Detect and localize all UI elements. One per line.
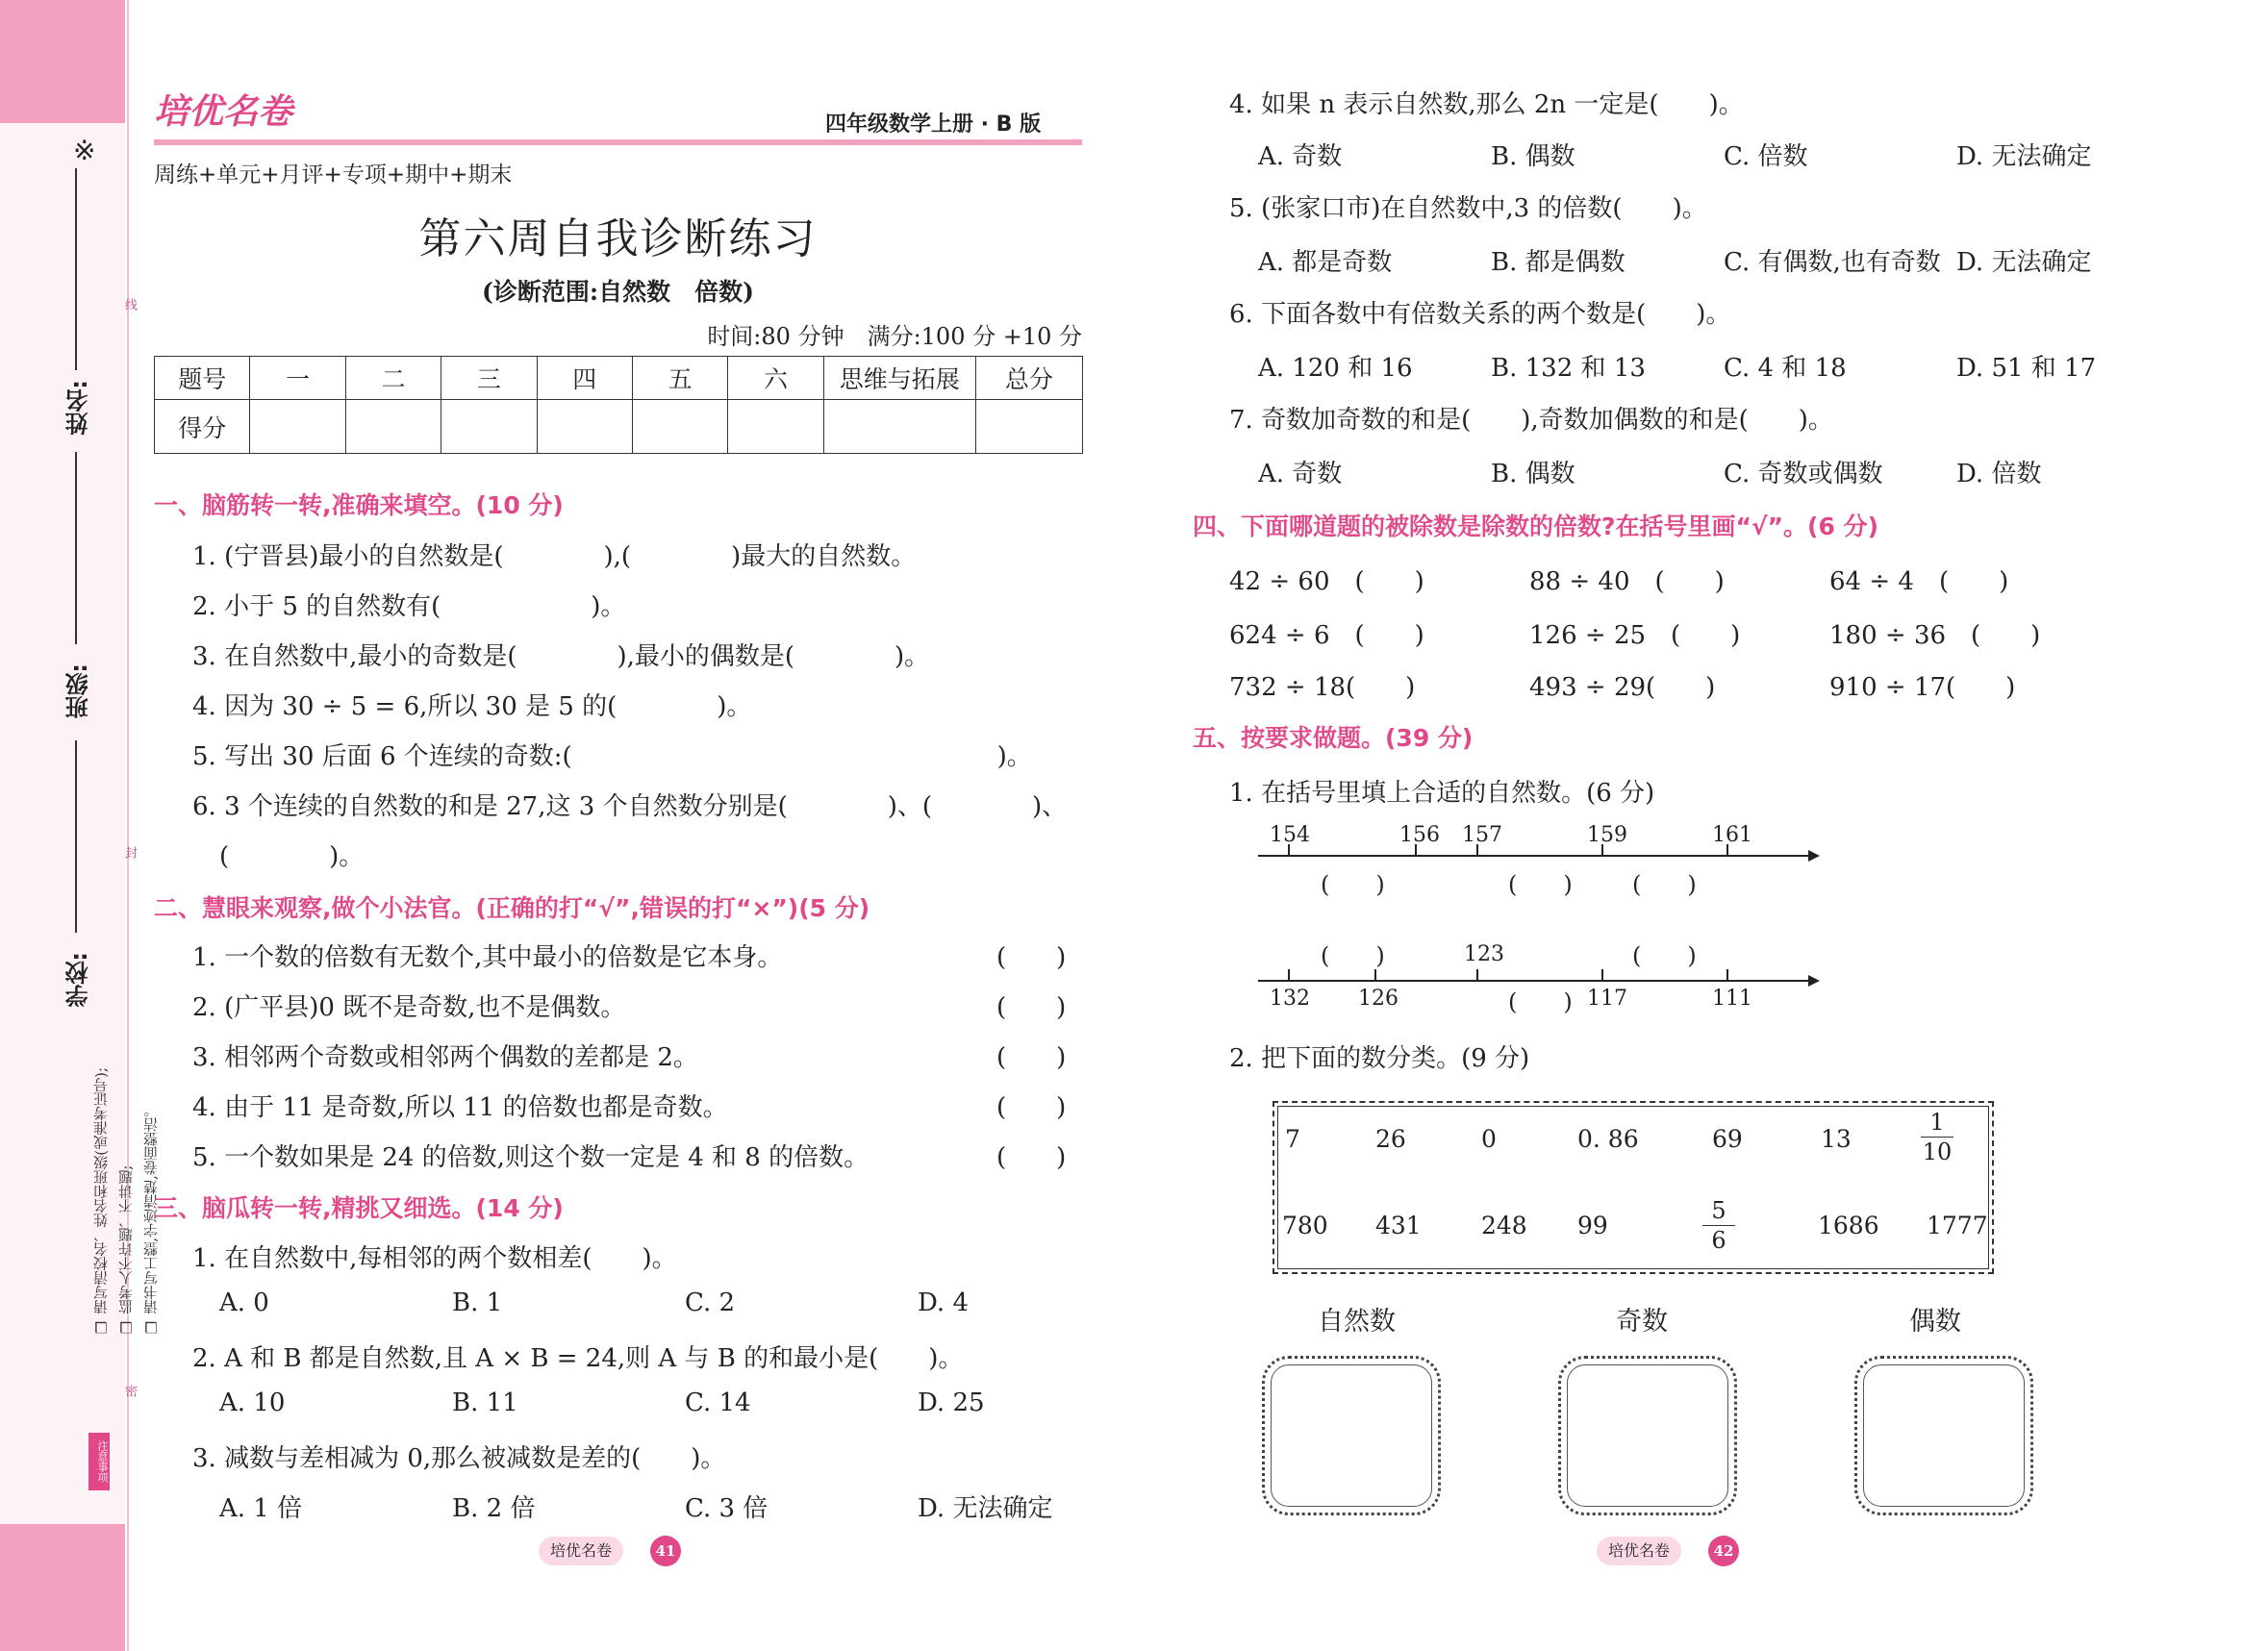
answer-paren[interactable]: ( ) <box>996 1093 1067 1122</box>
number-line-1-ticks <box>1289 844 1727 856</box>
score-table <box>154 356 1083 454</box>
option[interactable]: B. 2 倍 <box>452 1494 536 1523</box>
cut-mark-1: 线 <box>122 298 137 311</box>
notice-line: ❑ 监考人不许题、不讲题; <box>117 1164 135 1337</box>
page-title: 第六周自我诊断练习 <box>418 214 818 263</box>
number-item[interactable]: 99 <box>1577 1212 1608 1239</box>
answer-paren[interactable]: ( ) <box>996 993 1067 1022</box>
tick-label: 123 <box>1464 942 1504 966</box>
fraction-item[interactable] <box>1921 1108 1953 1166</box>
option[interactable]: B. 1 <box>452 1288 503 1317</box>
score-header: 六 <box>728 357 823 400</box>
page-number: 41 <box>650 1536 681 1566</box>
answer-blank[interactable]: ( ) <box>1321 942 1385 969</box>
score-header: 五 <box>632 357 727 400</box>
class-label: 班级: <box>65 663 92 719</box>
division-item[interactable]: 180 ÷ 36 ( ) <box>1829 621 2041 650</box>
tick-label: 159 <box>1587 823 1627 847</box>
question: 3. 减数与差相减为 0,那么被减数是差的( )。 <box>192 1444 726 1473</box>
book-edition: 四年级数学上册 · B 版 <box>825 113 1042 137</box>
name-line <box>75 168 77 370</box>
tick-label: 156 <box>1399 823 1440 847</box>
division-item[interactable]: 126 ÷ 25 ( ) <box>1529 621 1741 650</box>
number-item[interactable]: 431 <box>1375 1212 1422 1239</box>
category-label: 偶数 <box>1909 1307 1961 1337</box>
option[interactable]: C. 有偶数,也有奇数 <box>1724 248 1941 277</box>
section-3-heading: 三、脑瓜转一转,精挑又细选。(14 分) <box>154 1194 564 1222</box>
question: 2. A 和 B 都是自然数,且 A × B = 24,则 A 与 B 的和最小是( )。 <box>192 1344 964 1373</box>
option[interactable]: B. 11 <box>452 1388 518 1417</box>
tick-label: 111 <box>1712 987 1752 1011</box>
tick-label: 117 <box>1587 987 1627 1011</box>
tick-label: 126 <box>1358 987 1399 1011</box>
division-item[interactable]: 88 ÷ 40 ( ) <box>1529 567 1725 596</box>
question: 1. (宁晋县)最小的自然数是( ),( )最大的自然数。 <box>192 542 917 571</box>
arrow-icon <box>1808 975 1820 987</box>
division-item[interactable]: 42 ÷ 60 ( ) <box>1229 567 1424 596</box>
division-item[interactable]: 64 ÷ 4 ( ) <box>1829 567 2009 596</box>
star-mark: ※ <box>73 135 96 166</box>
page-number: 42 <box>1708 1536 1739 1566</box>
logo: 培优名卷 <box>154 92 293 132</box>
question: 3. 在自然数中,最小的奇数是( ),最小的偶数是( )。 <box>192 642 930 671</box>
number-item[interactable]: 248 <box>1481 1212 1527 1239</box>
notice-line: ❑ 请书写工整,字迹清楚,卷面整洁。 <box>142 1103 160 1337</box>
option[interactable]: C. 奇数或偶数 <box>1724 460 1883 488</box>
judge-item: 5. 一个数如果是 24 的倍数,则这个数一定是 4 和 8 的倍数。 <box>192 1143 869 1172</box>
score-header-row <box>155 357 1083 400</box>
score-cell[interactable] <box>823 400 975 454</box>
name-label: 姓名: <box>65 380 92 436</box>
number-item[interactable]: 69 <box>1712 1125 1743 1153</box>
score-cell[interactable] <box>345 400 441 454</box>
number-item[interactable]: 0 <box>1481 1125 1497 1153</box>
division-item[interactable]: 732 ÷ 18( ) <box>1229 673 1416 702</box>
cut-mark-2: 封 <box>122 846 137 859</box>
division-item[interactable]: 910 ÷ 17( ) <box>1829 673 2016 702</box>
score-cell[interactable] <box>728 400 823 454</box>
answer-paren[interactable]: ( ) <box>996 1143 1067 1172</box>
option[interactable]: C. 4 和 18 <box>1724 354 1847 383</box>
score-cell[interactable] <box>250 400 345 454</box>
score-header: 四 <box>537 357 632 400</box>
option[interactable]: D. 4 <box>918 1288 969 1317</box>
option[interactable]: A. 0 <box>219 1288 269 1317</box>
school-line <box>75 740 77 933</box>
section-1-heading: 一、脑筋转一转,准确来填空。(10 分) <box>154 491 564 519</box>
option[interactable]: A. 都是奇数 <box>1258 248 1393 277</box>
answer-paren[interactable]: ( ) <box>996 1043 1067 1072</box>
question: 7. 奇数加奇数的和是( ),奇数加偶数的和是( )。 <box>1229 406 1833 435</box>
footer-brand: 培优名卷 <box>539 1537 623 1565</box>
score-header: 三 <box>441 357 537 400</box>
school-label: 学校: <box>65 952 92 1008</box>
number-item[interactable]: 26 <box>1375 1125 1406 1153</box>
page-subtitle: (诊断范围:自然数 倍数) <box>482 278 754 306</box>
option[interactable]: D. 无法确定 <box>1956 142 2092 171</box>
tick-label: 157 <box>1462 823 1502 847</box>
number-item[interactable]: 7 <box>1285 1125 1300 1153</box>
option[interactable]: B. 132 和 13 <box>1491 354 1646 383</box>
option[interactable]: A. 10 <box>219 1388 286 1417</box>
arrow-icon <box>1808 850 1820 862</box>
series-line: 周练+单元+月评+专项+期中+期末 <box>154 163 513 188</box>
category-box-natural[interactable] <box>1262 1356 1441 1515</box>
answer-blank[interactable]: ( ) <box>1508 871 1573 898</box>
option[interactable]: D. 无法确定 <box>918 1494 1053 1523</box>
judge-item: 3. 相邻两个奇数或相邻两个偶数的差都是 2。 <box>192 1043 698 1072</box>
answer-blank[interactable]: ( ) <box>1508 988 1573 1015</box>
section-4-heading: 四、下面哪道题的被除数是除数的倍数?在括号里画“√”。(6 分) <box>1193 513 1878 540</box>
question: 5. (张家口市)在自然数中,3 的倍数( )。 <box>1229 194 1707 223</box>
fraction-denominator: 6 <box>1702 1225 1735 1255</box>
question: 4. 因为 30 ÷ 5 = 6,所以 30 是 5 的( )。 <box>192 692 752 721</box>
question: 1. 在括号里填上合适的自然数。(6 分) <box>1229 779 1655 808</box>
option[interactable]: B. 偶数 <box>1491 460 1575 488</box>
header-rule <box>154 139 1082 145</box>
question: 6. 下面各数中有倍数关系的两个数是( )。 <box>1229 300 1731 329</box>
question: 4. 如果 n 表示自然数,那么 2n 一定是( )。 <box>1229 90 1744 119</box>
tick-label: 132 <box>1270 987 1310 1011</box>
answer-blank[interactable]: ( ) <box>1632 871 1697 898</box>
option[interactable]: D. 51 和 17 <box>1956 354 2097 383</box>
notice-text <box>88 1067 164 1337</box>
fraction-numerator: 5 <box>1711 1197 1726 1224</box>
score-header: 思维与拓展 <box>823 357 975 400</box>
division-item[interactable]: 624 ÷ 6 ( ) <box>1229 621 1424 650</box>
answer-paren[interactable]: ( ) <box>996 943 1067 972</box>
margin-rule <box>127 0 129 1651</box>
option[interactable]: A. 1 倍 <box>219 1494 303 1523</box>
option[interactable]: A. 奇数 <box>1258 142 1343 171</box>
option[interactable]: C. 2 <box>685 1288 736 1317</box>
fraction-denominator: 10 <box>1922 1138 1953 1165</box>
option[interactable]: C. 倍数 <box>1724 142 1808 171</box>
score-header: 一 <box>250 357 345 400</box>
binding-margin <box>0 0 125 1651</box>
number-line-2-ticks <box>1289 969 1727 981</box>
score-cell[interactable] <box>441 400 537 454</box>
fraction-item[interactable] <box>1702 1196 1735 1255</box>
category-label: 奇数 <box>1616 1307 1668 1337</box>
judge-item: 4. 由于 11 是奇数,所以 11 的倍数也都是奇数。 <box>192 1093 728 1122</box>
cut-mark-3: 密 <box>122 1385 137 1397</box>
number-item[interactable]: 13 <box>1821 1125 1852 1153</box>
option[interactable]: B. 偶数 <box>1491 142 1575 171</box>
score-row-label: 得分 <box>155 400 250 454</box>
tick-label: 161 <box>1712 823 1752 847</box>
answer-blank[interactable]: ( ) <box>1321 871 1385 898</box>
margin-band-top <box>0 0 125 123</box>
section-2-heading: 二、慧眼来观察,做个小法官。(正确的打“√”,错误的打“×”)(5 分) <box>154 894 870 922</box>
score-header: 总分 <box>975 357 1082 400</box>
option[interactable]: A. 120 和 16 <box>1258 354 1413 383</box>
score-header: 题号 <box>155 357 250 400</box>
option[interactable]: C. 14 <box>685 1388 751 1417</box>
number-item[interactable]: 780 <box>1282 1212 1328 1239</box>
score-row <box>155 400 1083 454</box>
option[interactable]: A. 奇数 <box>1258 460 1343 488</box>
tick-label: 154 <box>1270 823 1310 847</box>
number-item[interactable]: 1686 <box>1818 1212 1879 1239</box>
time-info: 时间:80 分钟 满分:100 分 +10 分 <box>707 323 1082 350</box>
question: 6. 3 个连续的自然数的和是 27,这 3 个自然数分别是( )、( )、 <box>192 792 1068 821</box>
judge-item: 2. (广平县)0 既不是奇数,也不是偶数。 <box>192 993 626 1022</box>
score-cell[interactable] <box>632 400 727 454</box>
notice-tag: 注意事项 <box>88 1433 110 1490</box>
question: ( )。 <box>219 842 365 871</box>
question: 5. 写出 30 后面 6 个连续的奇数:( )。 <box>192 742 1032 771</box>
category-label: 自然数 <box>1318 1307 1396 1337</box>
class-line <box>75 452 77 644</box>
score-header: 二 <box>345 357 441 400</box>
question: 2. 把下面的数分类。(9 分) <box>1229 1044 1530 1073</box>
fraction-numerator: 1 <box>1929 1109 1945 1136</box>
option[interactable]: C. 3 倍 <box>685 1494 769 1523</box>
option[interactable]: D. 无法确定 <box>1956 248 2092 277</box>
category-box-odd[interactable] <box>1558 1356 1737 1515</box>
question: 1. 在自然数中,每相邻的两个数相差( )。 <box>192 1244 677 1273</box>
number-item[interactable]: 1777 <box>1927 1212 1988 1239</box>
number-item[interactable]: 0. 86 <box>1577 1125 1639 1153</box>
division-item[interactable]: 493 ÷ 29( ) <box>1529 673 1716 702</box>
option[interactable]: B. 都是偶数 <box>1491 248 1625 277</box>
section-5-heading: 五、按要求做题。(39 分) <box>1193 724 1474 752</box>
score-cell[interactable] <box>975 400 1082 454</box>
judge-item: 1. 一个数的倍数有无数个,其中最小的倍数是它本身。 <box>192 943 783 972</box>
margin-band-bottom <box>0 1524 125 1651</box>
answer-blank[interactable]: ( ) <box>1632 942 1697 969</box>
question: 2. 小于 5 的自然数有( )。 <box>192 592 626 621</box>
option[interactable]: D. 倍数 <box>1956 460 2042 488</box>
option[interactable]: D. 25 <box>918 1388 985 1417</box>
footer-brand: 培优名卷 <box>1597 1537 1681 1565</box>
category-box-even[interactable] <box>1854 1356 2033 1515</box>
score-cell[interactable] <box>537 400 632 454</box>
notice-line: ❑ 请写清校名、姓名和班级(或准考证号); <box>92 1067 110 1337</box>
